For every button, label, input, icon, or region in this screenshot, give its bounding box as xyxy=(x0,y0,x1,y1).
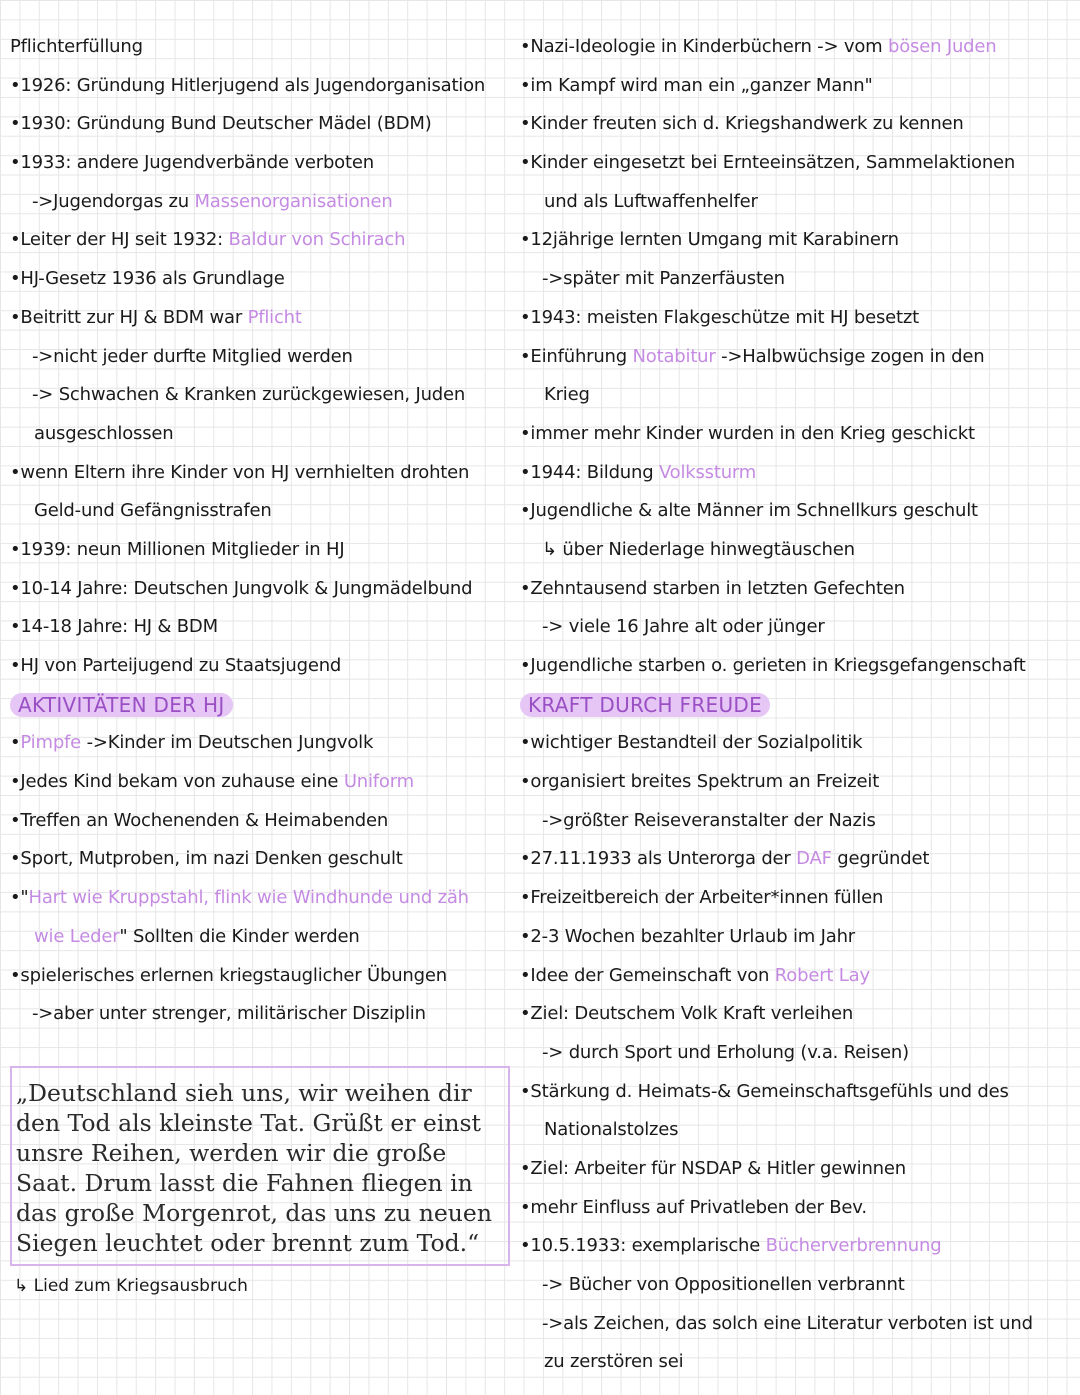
note-line: •Beitritt zur HJ & BDM war Pflicht xyxy=(10,306,302,328)
note-line: •Treffen an Wochenenden & Heimabenden xyxy=(10,809,389,831)
note-line: •1933: andere Jugendverbände verboten xyxy=(10,152,374,174)
note-line: ->später mit Panzerfäusten xyxy=(542,268,785,290)
note-line: •10-14 Jahre: Deutschen Jungvolk & Jungmädelbund xyxy=(10,577,473,599)
note-line: •spielerisches erlernen kriegstauglicher Übungen xyxy=(10,964,447,986)
section-title: Pflichterfüllung xyxy=(10,36,143,57)
section-heading: KRAFT DURCH FREUDE xyxy=(520,693,770,717)
note-line: •HJ von Parteijugend zu Staatsjugend xyxy=(10,655,342,676)
note-line: •Sport, Mutproben, im nazi Denken geschult xyxy=(10,848,403,870)
note-line: ->größter Reiseveranstalter der Nazis xyxy=(542,809,876,831)
note-line: •12jährige lernten Umgang mit Karabinern xyxy=(520,229,899,251)
highlighted-term: Notabitur xyxy=(632,345,716,367)
note-line: •Jedes Kind bekam von zuhause eine Uniform xyxy=(10,771,414,793)
note-line: -> Bücher von Oppositionellen verbrannt xyxy=(542,1274,905,1295)
note-line: -> durch Sport und Erholung (v.a. Reisen) xyxy=(542,1041,909,1063)
highlighted-term: Massenorganisationen xyxy=(194,190,393,212)
highlighted-term: Uniform xyxy=(343,771,414,793)
note-line: •Einführung Notabitur ->Halbwüchsige zogen in den xyxy=(520,345,985,367)
note-line: ->aber unter strenger, militärischer Disziplin xyxy=(32,1003,426,1025)
highlighted-term: Hart wie Kruppstahl, flink wie Windhunde und zäh xyxy=(28,887,469,909)
note-line: -> viele 16 Jahre alt oder jünger xyxy=(542,616,825,638)
note-line: •10.5.1933: exemplarische Bücherverbrennung xyxy=(520,1235,942,1257)
left-section1-lines xyxy=(10,67,510,686)
left-section2-lines xyxy=(10,724,510,1034)
note-line: •1930: Gründung Bund Deutscher Mädel (BDM) xyxy=(10,113,432,135)
note-line: •HJ-Gesetz 1936 als Grundlage xyxy=(10,268,285,290)
note-line: Krieg xyxy=(544,384,590,406)
note-line: -> Schwachen & Kranken zurückgewiesen, Juden xyxy=(32,384,466,406)
highlighted-term: Baldur von Schirach xyxy=(228,229,406,251)
note-line: ->nicht jeder durfte Mitglied werden xyxy=(32,345,353,367)
note-line: Nationalstolzes xyxy=(544,1119,679,1141)
note-line: •Nazi-Ideologie in Kinderbüchern -> vom bösen Juden xyxy=(520,36,997,57)
note-line: zu zerstören sei xyxy=(544,1351,684,1373)
highlighted-term: Bücherverbrennung xyxy=(765,1235,942,1257)
note-line: •Ziel: Arbeiter für NSDAP & Hitler gewinnen xyxy=(520,1157,906,1179)
note-line: •Idee der Gemeinschaft von Robert Lay xyxy=(520,964,870,986)
highlighted-term: DAF xyxy=(796,848,832,870)
note-line: •organisiert breites Spektrum an Freizeit xyxy=(520,771,880,793)
right-column xyxy=(520,28,1075,1382)
highlighted-term: Pflicht xyxy=(247,306,302,328)
note-line: •1944: Bildung Volkssturm xyxy=(520,461,757,483)
note-line: und als Luftwaffenhelfer xyxy=(544,190,758,212)
note-line: •mehr Einfluss auf Privatleben der Bev. xyxy=(520,1196,867,1218)
note-line: •1943: meisten Flakgeschütze mit HJ besetzt xyxy=(520,306,919,328)
song-quote: „Deutschland sieh uns, wir weihen dir den Tod als kleinste Tat. Grüßt er einst unsre Reihen, werden wir die große Saat. Drum lasst die Fahnen fliegen in das große Morgenrot, das uns zu neuen Siegen leuchtet oder brennt zum Tod.“ xyxy=(10,1066,510,1266)
note-line: ->Jugendorgas zu Massenorganisationen xyxy=(32,190,393,212)
highlighted-term: Volkssturm xyxy=(658,461,757,483)
section-heading: AKTIVITÄTEN DER HJ xyxy=(10,693,233,717)
note-line: •1926: Gründung Hitlerjugend als Jugendorganisation xyxy=(10,74,486,96)
note-line: •14-18 Jahre: HJ & BDM xyxy=(10,616,218,638)
highlighted-term: bösen Juden xyxy=(888,36,997,57)
note-line: •Pimpfe ->Kinder im Deutschen Jungvolk xyxy=(10,732,374,754)
note-line: •1939: neun Millionen Mitglieder in HJ xyxy=(10,538,345,560)
highlighted-term: Robert Lay xyxy=(774,964,870,986)
note-line: wie Leder" Sollten die Kinder werden xyxy=(34,925,360,947)
right-section1-lines xyxy=(520,28,1075,686)
note-line: ↳ über Niederlage hinwegtäuschen xyxy=(542,538,855,560)
note-line: •Jugendliche & alte Männer im Schnellkurs geschult xyxy=(520,500,978,522)
left-column xyxy=(10,28,510,1034)
note-line: •wichtiger Bestandteil der Sozialpolitik xyxy=(520,732,863,754)
note-line: •Kinder eingesetzt bei Ernteeinsätzen, Sammelaktionen xyxy=(520,152,1016,174)
quote-caption: ↳ Lied zum Kriegsausbruch xyxy=(14,1276,248,1296)
activities-heading-row xyxy=(10,686,510,725)
note-line: •wenn Eltern ihre Kinder von HJ vernhielten drohten xyxy=(10,461,470,483)
highlighted-term: Pimpfe xyxy=(20,732,82,754)
note-line: •"Hart wie Kruppstahl, flink wie Windhunde und zäh xyxy=(10,887,469,909)
note-line: •Freizeitbereich der Arbeiter*innen füllen xyxy=(520,887,884,909)
note-line: •Leiter der HJ seit 1932: Baldur von Schirach xyxy=(10,229,406,251)
note-line: ->als Zeichen, das solch eine Literatur verboten ist und xyxy=(542,1312,1033,1334)
note-line: •Jugendliche starben o. gerieten in Kriegsgefangenschaft xyxy=(520,655,1026,676)
note-line: •Zehntausend starben in letzten Gefechten xyxy=(520,577,905,599)
note-line: •Kinder freuten sich d. Kriegshandwerk zu kennen xyxy=(520,113,964,135)
note-line: •Ziel: Deutschem Volk Kraft verleihen xyxy=(520,1003,854,1025)
note-line: •27.11.1933 als Unterorga der DAF gegründet xyxy=(520,848,930,870)
note-line: •2-3 Wochen bezahlter Urlaub im Jahr xyxy=(520,925,856,947)
note-line: •im Kampf wird man ein „ganzer Mann" xyxy=(520,74,873,96)
note-line: ausgeschlossen xyxy=(34,422,174,444)
highlighted-term: wie Leder xyxy=(34,925,120,947)
kdf-heading-row xyxy=(520,686,1075,725)
note-line: •Stärkung d. Heimats-& Gemeinschaftsgefühls und des xyxy=(520,1080,1009,1102)
note-line: Geld-und Gefängnisstrafen xyxy=(34,500,272,522)
note-line: •immer mehr Kinder wurden in den Krieg geschickt xyxy=(520,422,975,444)
right-section2-lines xyxy=(520,724,1075,1382)
